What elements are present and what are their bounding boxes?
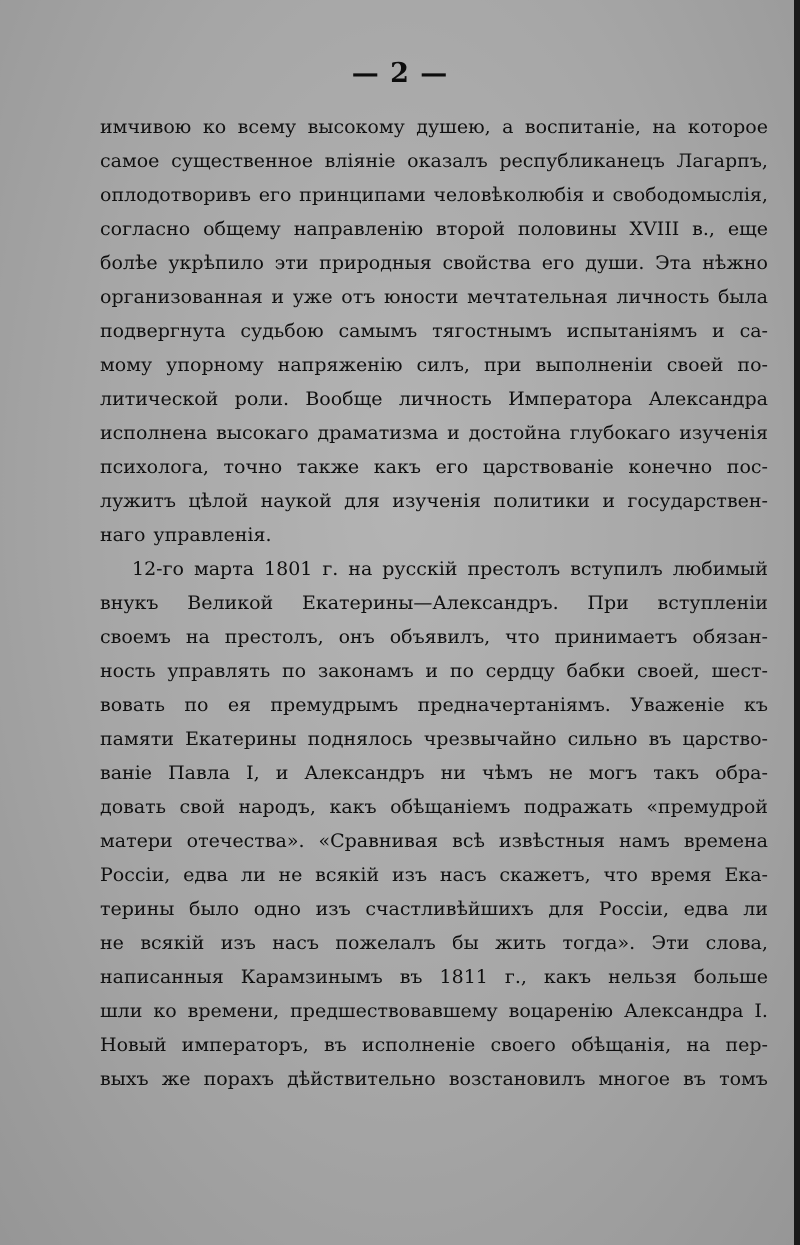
text-line: написанныя Карамзинымъ въ 1811 г., какъ нельзя больше: [100, 966, 768, 988]
text-line: памяти Екатерины поднялось чрезвычайно сильно въ царство-: [100, 728, 768, 750]
page-number: — 2 —: [351, 58, 449, 89]
text-line: болѣе укрѣпило эти природныя свойства его души. Эта нѣжно: [100, 252, 768, 274]
text-line: психолога, точно также какъ его царствованiе конечно пос-: [100, 456, 768, 478]
text-line: матери отечества». «Сравнивая всѣ извѣстныя намъ времена: [100, 830, 768, 852]
text-line: выхъ же порахъ дѣйствительно возстановилъ многое въ томъ: [100, 1068, 768, 1090]
text-line: терины было одно изъ счастливѣйшихъ для Россiи, едва ли: [100, 898, 768, 920]
body-text: [100, 110, 768, 1096]
text-line: организованная и уже отъ юности мечтательная личность была: [100, 286, 768, 308]
text-line: наго управленiя.: [100, 524, 272, 546]
text-line: 12-го марта 1801 г. на русскiй престолъ вступилъ любимый: [132, 558, 768, 580]
page-edge: [794, 0, 800, 1245]
text-line: подвергнута судьбою самымъ тягостнымъ испытанiямъ и са-: [100, 320, 768, 342]
text-line: Россiи, едва ли не всякiй изъ насъ скажетъ, что время Ека-: [100, 864, 768, 886]
text-line: шли ко времени, предшествовавшему воцаренiю Александра I.: [100, 1000, 768, 1022]
text-line: довать свой народъ, какъ обѣщанiемъ подражать «премудрой: [100, 796, 768, 818]
text-line: своемъ на престолъ, онъ объявилъ, что принимаетъ обязан-: [100, 626, 768, 648]
text-line: имчивою ко всему высокому душею, а воспитанiе, на которое: [100, 116, 768, 138]
text-line: не всякiй изъ насъ пожелалъ бы жить тогда». Эти слова,: [100, 932, 768, 954]
text-line: мому упорному напряженiю силъ, при выполненiи своей по-: [100, 354, 768, 376]
text-line: ванiе Павла I, и Александръ ни чѣмъ не могъ такъ обра-: [100, 762, 768, 784]
text-line: Новый императоръ, въ исполненiе своего обѣщанiя, на пер-: [100, 1034, 768, 1056]
text-line: лужитъ цѣлой наукой для изученiя политики и государствен-: [100, 490, 768, 512]
text-line: самое существенное влiянiе оказалъ республиканецъ Лагарпъ,: [100, 150, 768, 172]
text-line: ность управлять по законамъ и по сердцу бабки своей, шест-: [100, 660, 768, 682]
text-line: внукъ Великой Екатерины—Александръ. При вступленiи: [100, 592, 768, 614]
text-line: согласно общему направленiю второй половины XVIII в., еще: [100, 218, 768, 240]
text-line: вовать по ея премудрымъ предначертанiямъ. Уваженiе къ: [100, 694, 768, 716]
text-line: исполнена высокаго драматизма и достойна глубокаго изученiя: [100, 422, 768, 444]
text-line: оплодотворивъ его принципами человѣколюбiя и свободомыслiя,: [100, 184, 768, 206]
text-line: литической роли. Вообще личность Императора Александра: [100, 388, 768, 410]
